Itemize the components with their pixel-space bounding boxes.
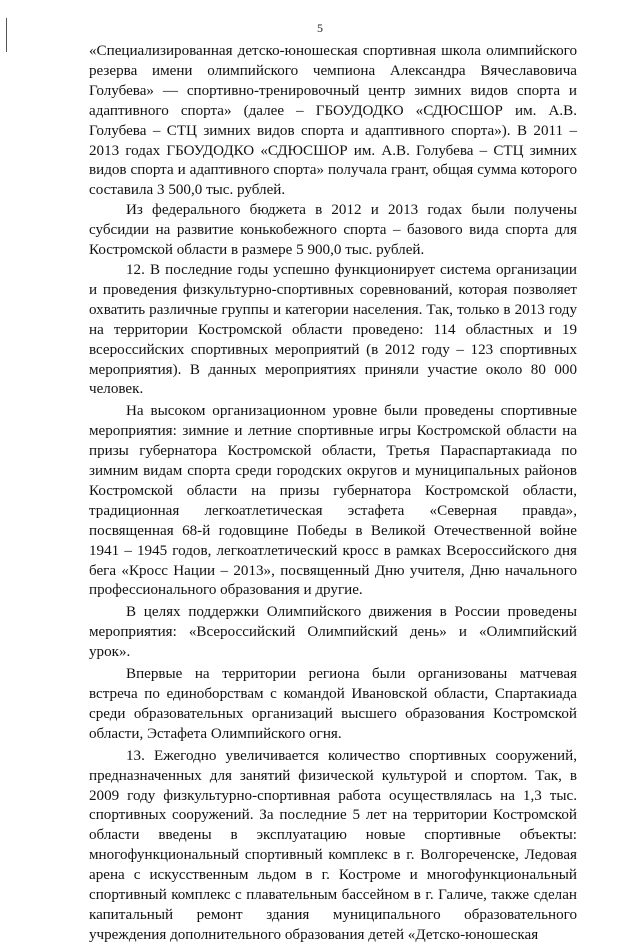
paragraph-olympic-movement: В целях поддержки Олимпийского движения в России проведены мероприятия: «Всероссийский Олимпийский день» и «Олимпийский урок». [89,604,577,661]
document-body [89,42,577,946]
paragraph-first-time-events: Впервые на территории региона были организованы матчевая встреча по единоборствам с командой Ивановской области, Спартакиада среди образовательных организаций высшего образования Костромской области, Эстафета Олимпийского огня. [89,666,577,742]
paragraph-13-sports-facilities: 13. Ежегодно увеличивается количество спортивных сооружений, предназначенных для занятий физической культурой и спортом. Так, в 2009 году физкультурно-спортивная работа осуществлялась на 1,3 тыс. спортивных сооружений. За последние 5 лет на территории Костромской области введены в эксплуатацию новые спортивные объекты: многофункциональный спортивный комплекс в г. Волгореченске, Ледовая арена с искусственным льдом в г. Костроме и многофункциональный спортивный комплекс с плавательным бассейном в г. Галиче, также сделан капитальный ремонт здания муниципального образовательного учреждения дополнительного образования детей «Детско-юношеская [89,747,577,943]
paragraph-school-grant: «Специализированная детско-юношеская спортивная школа олимпийского резерва имени олимпийского чемпиона Александра Вячеславовича Голубева» — спортивно-тренировочный центр зимних видов спорта и адаптивного спорта» (далее – ГБОУДОДКО «СДЮСШОР им. А.В. Голубева – СТЦ зимних видов спорта и адаптивного спорта»). В 2011 – 2013 годах ГБОУДОДКО «СДЮСШОР им. А.В. Голубева – СТЦ зимних видов спорта и адаптивного спорта» получала грант, общая сумма которого составила 3 500,0 тыс. рублей. [89,43,577,199]
paragraph-12-competitions: 12. В последние годы успешно функционирует система организации и проведения физкультурно-спортивных соревнований, которая позволяет охватить различные группы и категории населения. Так, только в 2013 году на территории Костромской области проведено: 114 областных и 19 всероссийских спортивных мероприятий (в 2012 году – 123 спортивных мероприятия). В данных мероприятиях приняли участие около 80 000 человек. [89,261,577,398]
page-number: 5 [317,21,323,35]
paragraph-major-events: На высоком организационном уровне были проведены спортивные мероприятия: зимние и летние спортивные игры Костромской области на призы губернатора Костромской области, Третья Параспартакиада по зимним видам спорта среди городских округов и муниципальных районов Костромской области на призы губернатора Костромской области, традиционная легкоатлетическая эстафета «Северная правда», посвященная 68-й годовщине Победы в Великой Отечественной войне 1941 – 1945 годов, легкоатлетический кросс в рамках Всероссийского дня бега «Кросс Нации – 2013», посвященный Дню учителя, Дню начального профессионального образования и другие. [89,403,577,599]
paragraph-federal-subsidies: Из федерального бюджета в 2012 и 2013 годах были получены субсидии на развитие конькобежного спорта – базового вида спорта для Костромской области в размере 5 900,0 тыс. рублей. [89,202,577,259]
